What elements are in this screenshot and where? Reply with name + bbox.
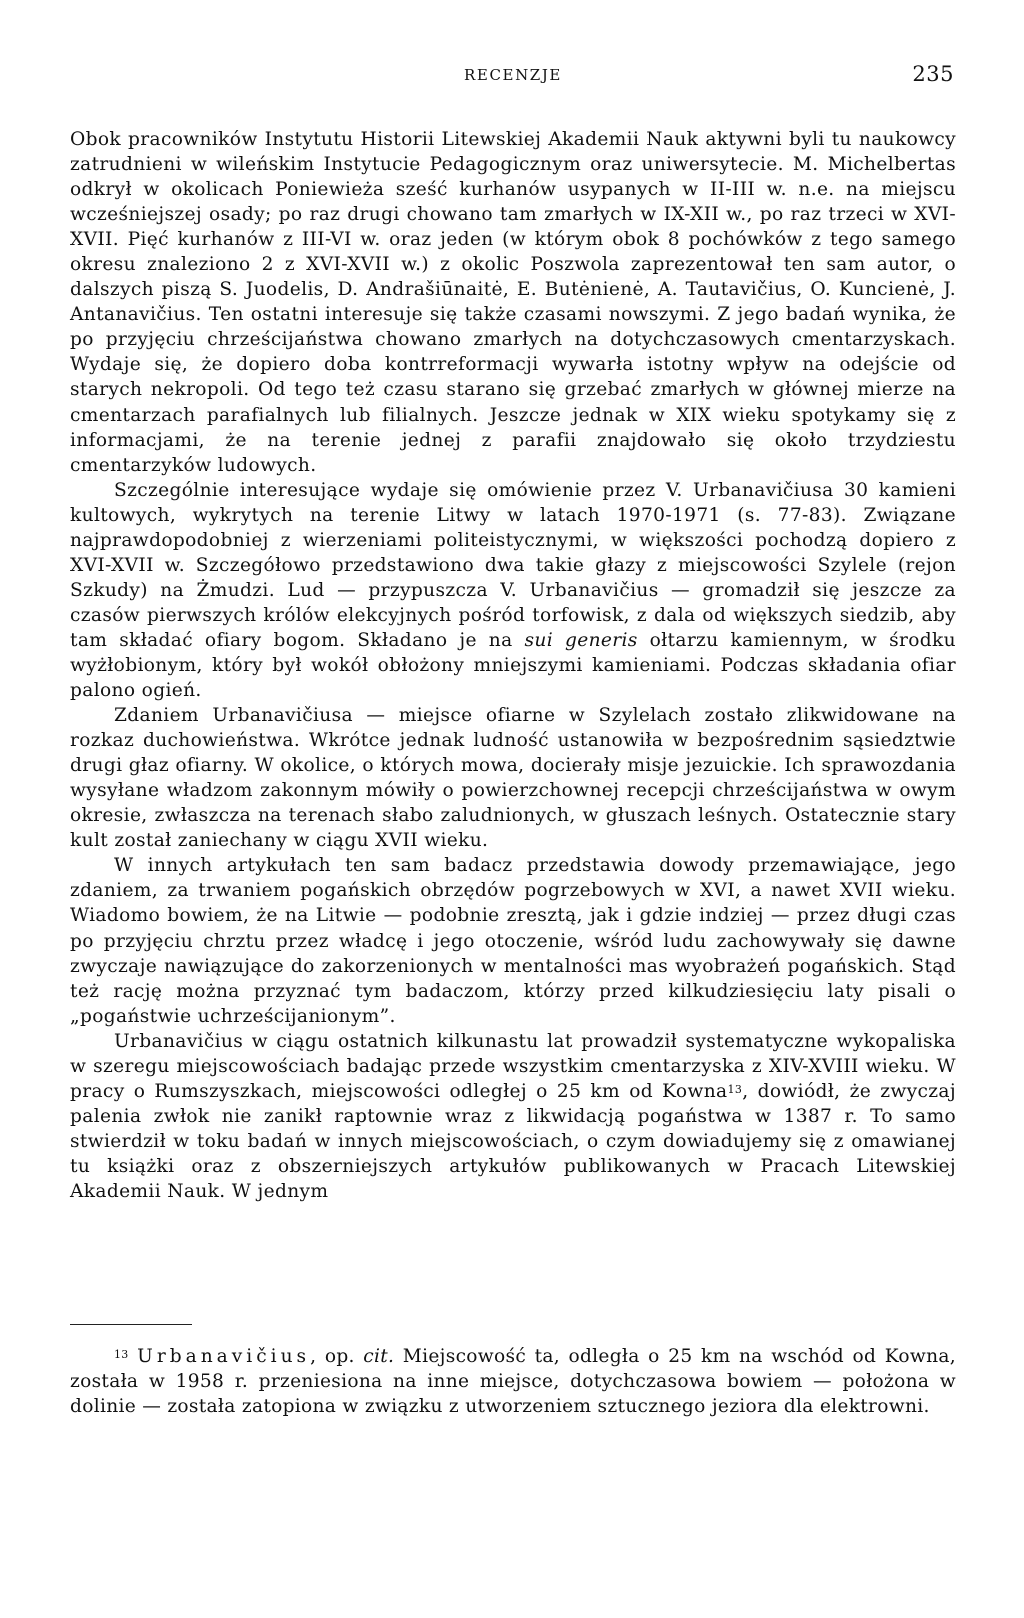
paragraph-2-italic: sui generis bbox=[524, 629, 638, 651]
paragraph-2 bbox=[70, 478, 956, 703]
paragraph-2-text-a: Szczególnie interesujące wydaje się omówienie przez V. Urbanavičiusa 30 kamieni kultowych, wykrytych na terenie Litwy w latach 1970-1971 (s. 77-83). Związane najprawdopodobniej z wierzeniami politeistycznymi, w większości pochodzą dopiero z XVI-XVII w. Szczegółowo przedstawiono dwa takie głazy z miejscowości Szylele (rejon Szkudy) na Żmudzi. Lud — przypuszcza V. Urbanavičius — gromadził się jeszcze za czasów pierwszych królów elekcyjnych pośród torfowisk, z dala od większych siedzib, aby tam składać ofiary bogom. Składano je na bbox=[70, 479, 956, 651]
paragraph-2-text-b: ołtarzu kamiennym, w środku wyżłobionym, który był wokół obłożony mniejszymi kamieniami. Podczas składania ofiar palono ogień. bbox=[70, 629, 956, 702]
footnote bbox=[70, 1344, 956, 1419]
paragraph-5-text-b: , dowiódł, że zwyczaj palenia zwłok nie zanikł raptownie wraz z likwidacją pogaństwa w 1387 r. To samo stwierdził w toku badań w innych miejscowościach, o czym dowiadujemy się z omawianej tu książki oraz z obszerniejszych artykułów publikowanych w Pracach Litewskiej Akademii Nauk. W jednym bbox=[70, 1080, 956, 1202]
paragraph-5-text-a: Urbanavičius w ciągu ostatnich kilkunastu lat prowadził systematyczne wykopaliska w szeregu miejscowościach badając przede wszystkim cmentarzyska z XIV-XVIII wieku. W pracy o Rumszyszkach, miejscowości odległej o 25 km od Kowna bbox=[70, 1030, 956, 1102]
running-head: RECENZJE bbox=[464, 66, 562, 84]
footnote-ref: 13 bbox=[727, 1082, 743, 1096]
page-number: 235 bbox=[912, 62, 954, 86]
paragraph-4: W innych artykułach ten sam badacz przedstawia dowody przemawiające, jego zdaniem, za trwaniem pogańskich obrzędów pogrzebowych w XVI, a nawet XVII wieku. Wiadomo bowiem, że na Litwie — podobnie zresztą, jak i gdzie indziej — przez długi czas po przyjęciu chrztu przez władcę i jego otoczenie, wśród ludu zachowywały się dawne zwyczaje nawiązujące do zakorzenionych w mentalności mas wyobrażeń pogańskich. Stąd też rację można przyznać tym badaczom, którzy przed kilkudziesięciu laty pisali o „pogaństwie uchrześcijanionym”. bbox=[70, 855, 956, 1027]
footnote-text: Miejscowość ta, odległa o 25 km na wschód od Kowna, została w 1958 r. przeniesiona na inne miejsce, dotychczasowa bowiem — położona w dolinie — została zatopiona w związku z utworzeniem sztucznego jeziora dla elektrowni. bbox=[70, 1346, 956, 1418]
paragraph-1: Obok pracowników Instytutu Historii Litewskiej Akademii Nauk aktywni byli tu naukowcy zatrudnieni w wileńskim Instytucie Pedagogicznym oraz uniwersytecie. M. Michelbertas odkrył w okolicach Poniewieża sześć kurhanów usypanych w II-III w. n.e. na miejscu wcześniejszej osady; po raz drugi chowano tam zmarłych w IX-XII w., po raz trzeci w XVI-XVII. Pięć kurhanów z III-VI w. oraz jeden (w którym obok 8 pochówków z tego samego okresu znaleziono 2 z XVI-XVII w.) z okolic Poszwola zaprezentował ten sam autor, o dalszych piszą S. Juodelis, D. Andrašiūnaitė, E. Butėnienė, A. Tautavičius, O. Kuncienė, J. Antanavičius. Ten ostatni interesuje się także czasami nowszymi. Z jego badań wynika, że po przyjęciu chrześcijaństwa chowano zmarłych na dotychczasowych cmentarzyskach. Wydaje się, że dopiero doba kontrreformacji wywarła istotny wpływ na odejście od starych nekropoli. Od tego też czasu starano się grzebać zmarłych w głównej mierze na cmentarzach parafialnych lub filialnych. Jeszcze jednak w XIX wieku spotykamy się z informacjami, że na terenie jednej z parafii znajdowało się około trzydziestu cmentarzyków ludowych. bbox=[70, 129, 956, 476]
footnote-cit: cit. bbox=[363, 1346, 395, 1367]
footnote-author: Urbanavičius bbox=[137, 1346, 311, 1367]
footnote-rule bbox=[70, 1324, 192, 1325]
page-header bbox=[70, 62, 956, 90]
footnote-opcit: , op. bbox=[310, 1346, 364, 1367]
paragraph-5 bbox=[70, 1029, 956, 1204]
body-text bbox=[70, 127, 956, 1204]
footnote-number: 13 bbox=[114, 1348, 129, 1361]
paragraph-3: Zdaniem Urbanavičiusa — miejsce ofiarne w Szylelach zostało zlikwidowane na rozkaz duchowieństwa. Wkrótce jednak ludność ustanowiła w bezpośrednim sąsiedztwie drugi głaz ofiarny. W okolice, o których mowa, docierały misje jezuickie. Ich sprawozdania wysyłane władzom zakonnym mówiły o powierzchownej recepcji chrześcijaństwa w owym okresie, zwłaszcza na terenach słabo zaludnionych, w głuszach leśnych. Ostatecznie stary kult został zaniechany w ciągu XVII wieku. bbox=[70, 705, 956, 852]
